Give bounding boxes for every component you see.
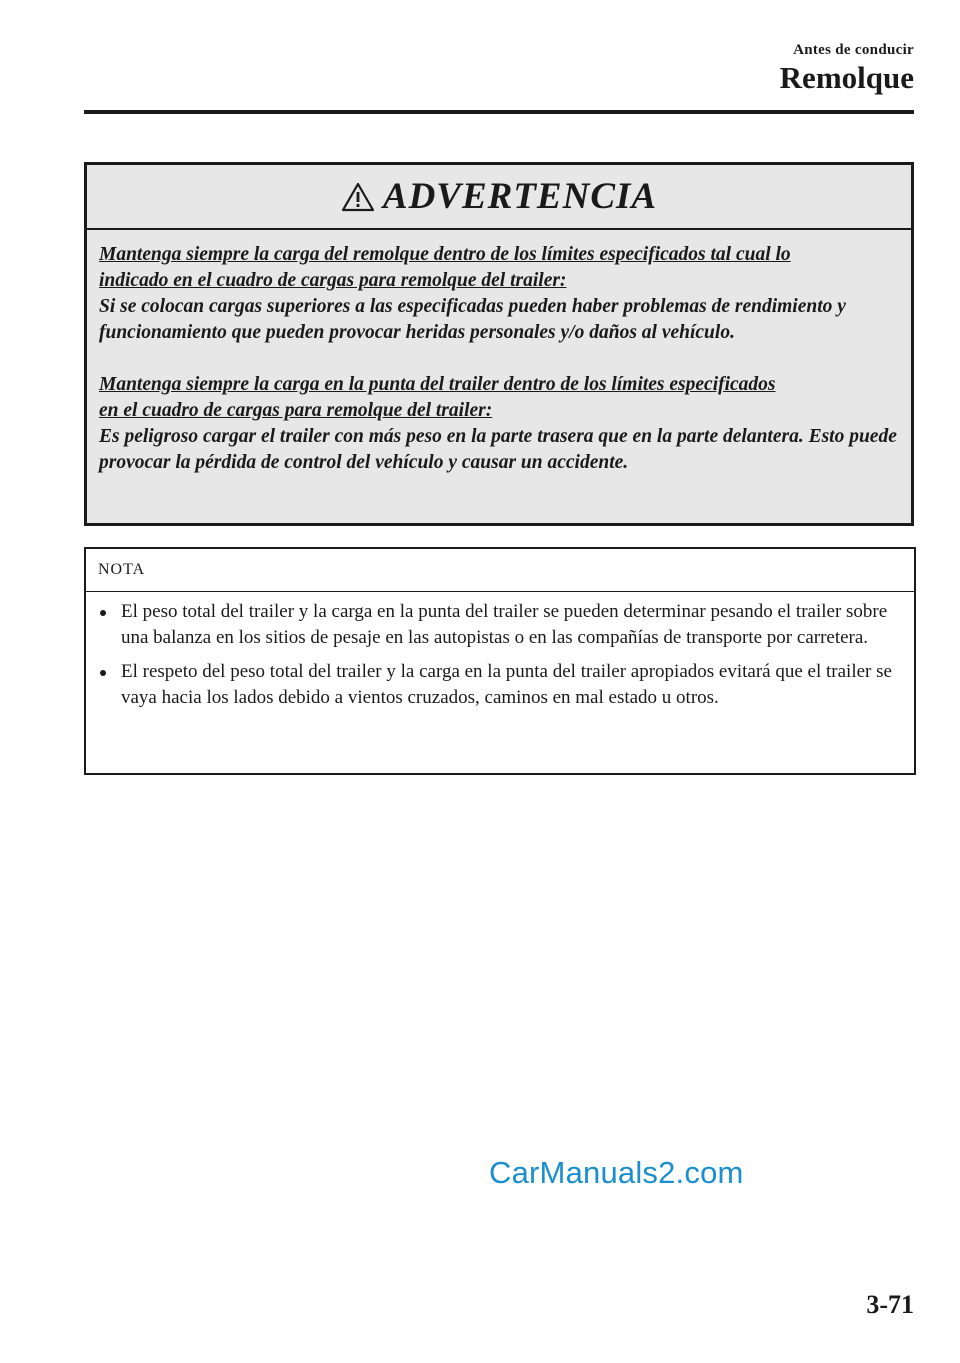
note-list	[86, 592, 914, 711]
warning-text-1: Si se colocan cargas superiores a las especificadas pueden haber problemas de rendimiento y funcionamiento que pueden provocar heridas personales y/o daños al vehículo.	[99, 296, 846, 343]
warning-title: ADVERTENCIA	[382, 176, 658, 217]
note-item-text: El respeto del peso total del trailer y la carga en la punta del trailer apropiados evitará que el trailer se vaya hacia los lados debido a vientos cruzados, caminos en mal estado u otros.	[121, 661, 892, 708]
paragraph-gap	[99, 346, 899, 372]
page-header	[780, 42, 914, 95]
warning-heading-1-line-2: indicado en el cuadro de cargas para remolque del trailer:	[99, 270, 567, 291]
note-box	[84, 547, 916, 775]
header-rule	[84, 110, 914, 114]
warning-heading-2-line-1: Mantenga siempre la carga en la punta del trailer dentro de los límites especificados	[99, 374, 776, 395]
watermark: CarManuals2.com	[489, 1155, 744, 1190]
section-title: Antes de conducir	[793, 42, 914, 58]
bullet-icon	[100, 670, 106, 676]
page-number: 3-71	[866, 1290, 914, 1319]
bullet-icon	[100, 610, 106, 616]
note-title: NOTA	[86, 549, 914, 592]
warning-triangle-icon	[341, 182, 375, 212]
warning-header	[87, 165, 911, 230]
warning-heading-1-line-1: Mantenga siempre la carga del remolque dentro de los límites especificados tal cual lo	[99, 244, 791, 265]
warning-box	[84, 162, 914, 526]
note-item	[98, 599, 906, 651]
note-item-text: El peso total del trailer y la carga en la punta del trailer se pueden determinar pesando el trailer sobre una balanza en los sitios de pesaje en las autopistas o en las compañías de transporte por carretera.	[121, 601, 888, 648]
note-item	[98, 659, 906, 711]
warning-body	[87, 230, 911, 476]
warning-heading-2-line-2: en el cuadro de cargas para remolque del trailer:	[99, 400, 493, 421]
chapter-title: Remolque	[779, 60, 914, 95]
warning-text-2: Es peligroso cargar el trailer con más peso en la parte trasera que en la parte delantera. Esto puede provocar la pérdida de control del vehículo y causar un accidente.	[99, 426, 897, 473]
